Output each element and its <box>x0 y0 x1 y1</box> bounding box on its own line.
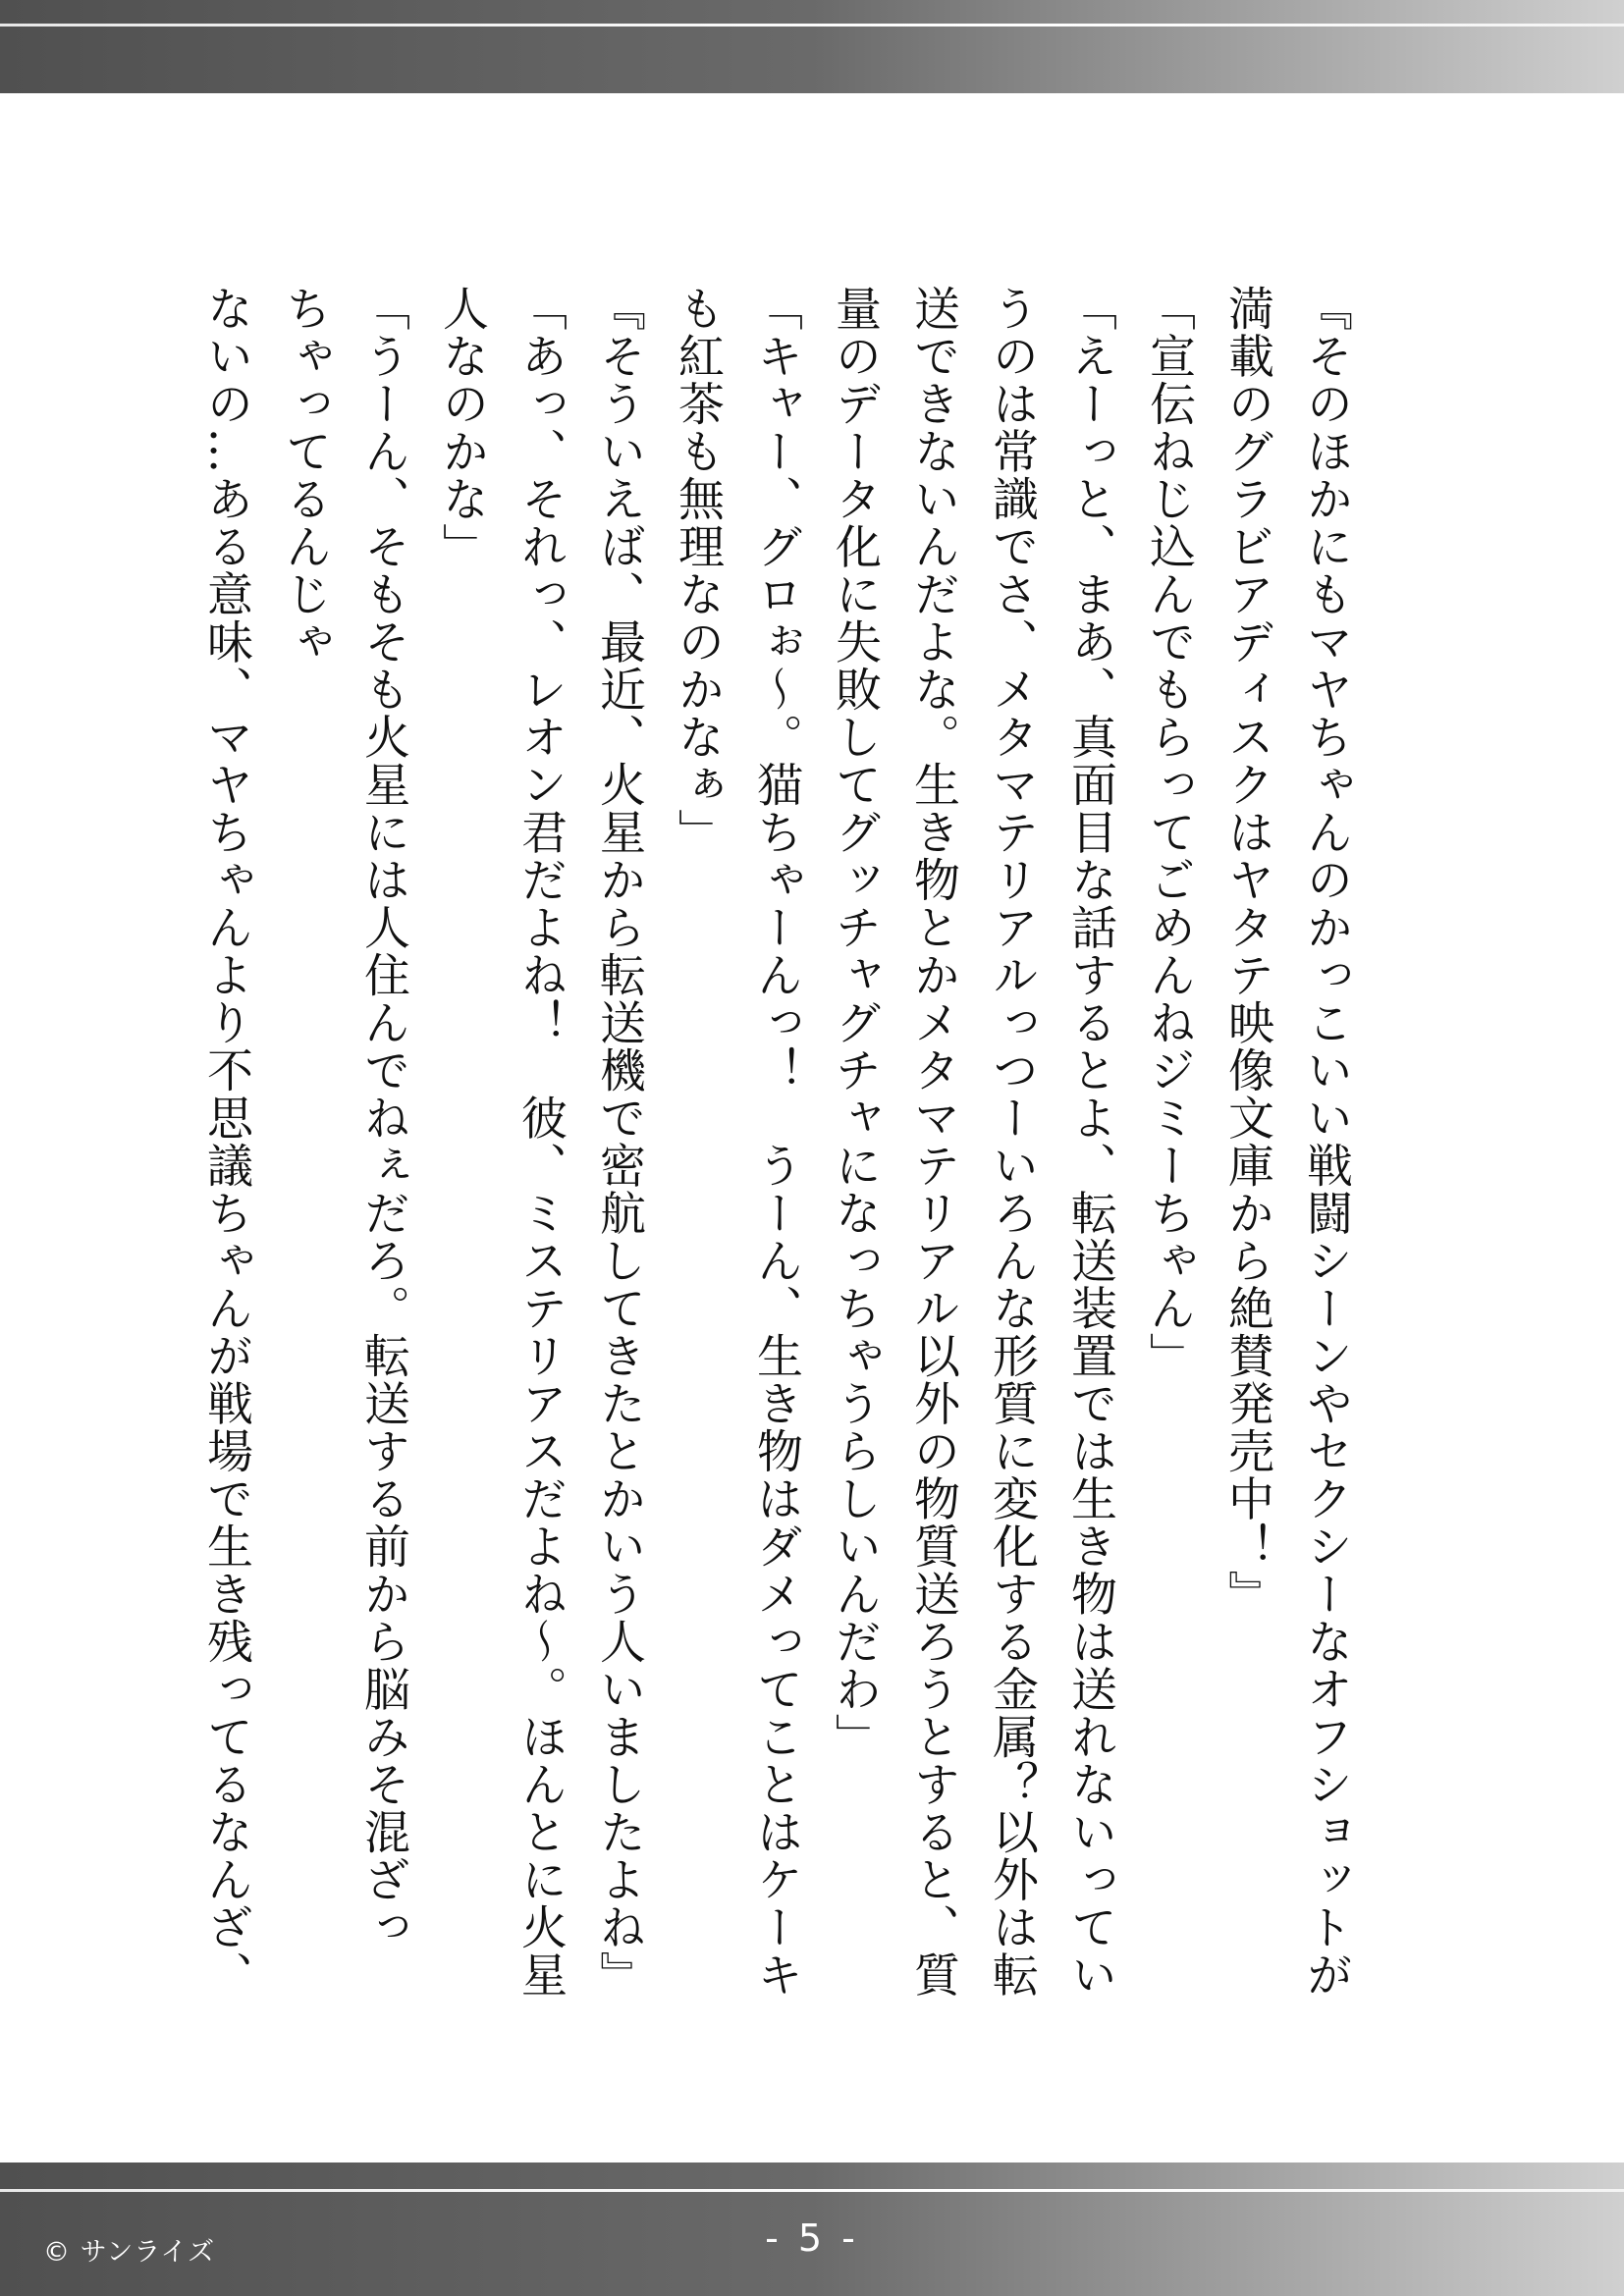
text-line: 人なのかな」 <box>435 285 489 570</box>
text-line: 「えーっと、まあ、真面目な話するとよ、転送装置では生き物は送れないってい <box>1063 285 1117 1999</box>
text-line: 「うーん、そもそも火星には人住んでねぇだろ。転送する前から脳みそ混ざっ <box>356 285 410 1951</box>
copyright-notice: © サンライズ <box>43 2237 216 2268</box>
text-line: ちゃってるんじゃ <box>278 285 332 666</box>
text-line: 『そのほかにもマヤちゃんのかっこいい戦闘シーンやセクシーなオフショットが <box>1299 285 1353 1999</box>
page-number: - 5 - <box>765 2216 859 2260</box>
text-line: ないの…ある意味、マヤちゃんより不思議ちゃんが戦場で生き残ってるなんざ、 <box>199 285 253 1999</box>
novel-text <box>187 285 1365 2052</box>
footer-divider <box>0 2189 1624 2192</box>
text-line: 量のデータ化に失敗してグッチャグチャになっちゃうらしいんだわ」 <box>828 285 882 1761</box>
text-line: も紅茶も無理なのかなぁ」 <box>671 285 725 856</box>
text-line: 満載のグラビアディスクはヤタテ映像文庫から絶賛発売中！』 <box>1220 285 1274 1618</box>
text-line: 『そういえば、最近、火星から転送機で密航してきたとかいう人いましたよね』 <box>592 285 646 1999</box>
text-line: うのは常識でさ、メタマテリアルっつーいろんな形質に変化する金属？以外は転 <box>985 285 1039 1999</box>
text-line: 「宣伝ねじ込んでもらってごめんねジミーちゃん」 <box>1142 285 1196 1380</box>
text-line: 送できないんだよな。生き物とかメタマテリアル以外の物質送ろうとすると、質 <box>906 285 960 1999</box>
text-line: 「あっ、それっ、レオン君だよね！ 彼、ミステリアスだよね～。ほんとに火星 <box>514 285 568 1999</box>
text-line: 「キャー、グロぉ～。猫ちゃーんっ！ うーん、生き物はダメってことはケーキ <box>749 285 803 1999</box>
header-divider <box>0 24 1624 27</box>
header-bar <box>0 0 1624 93</box>
